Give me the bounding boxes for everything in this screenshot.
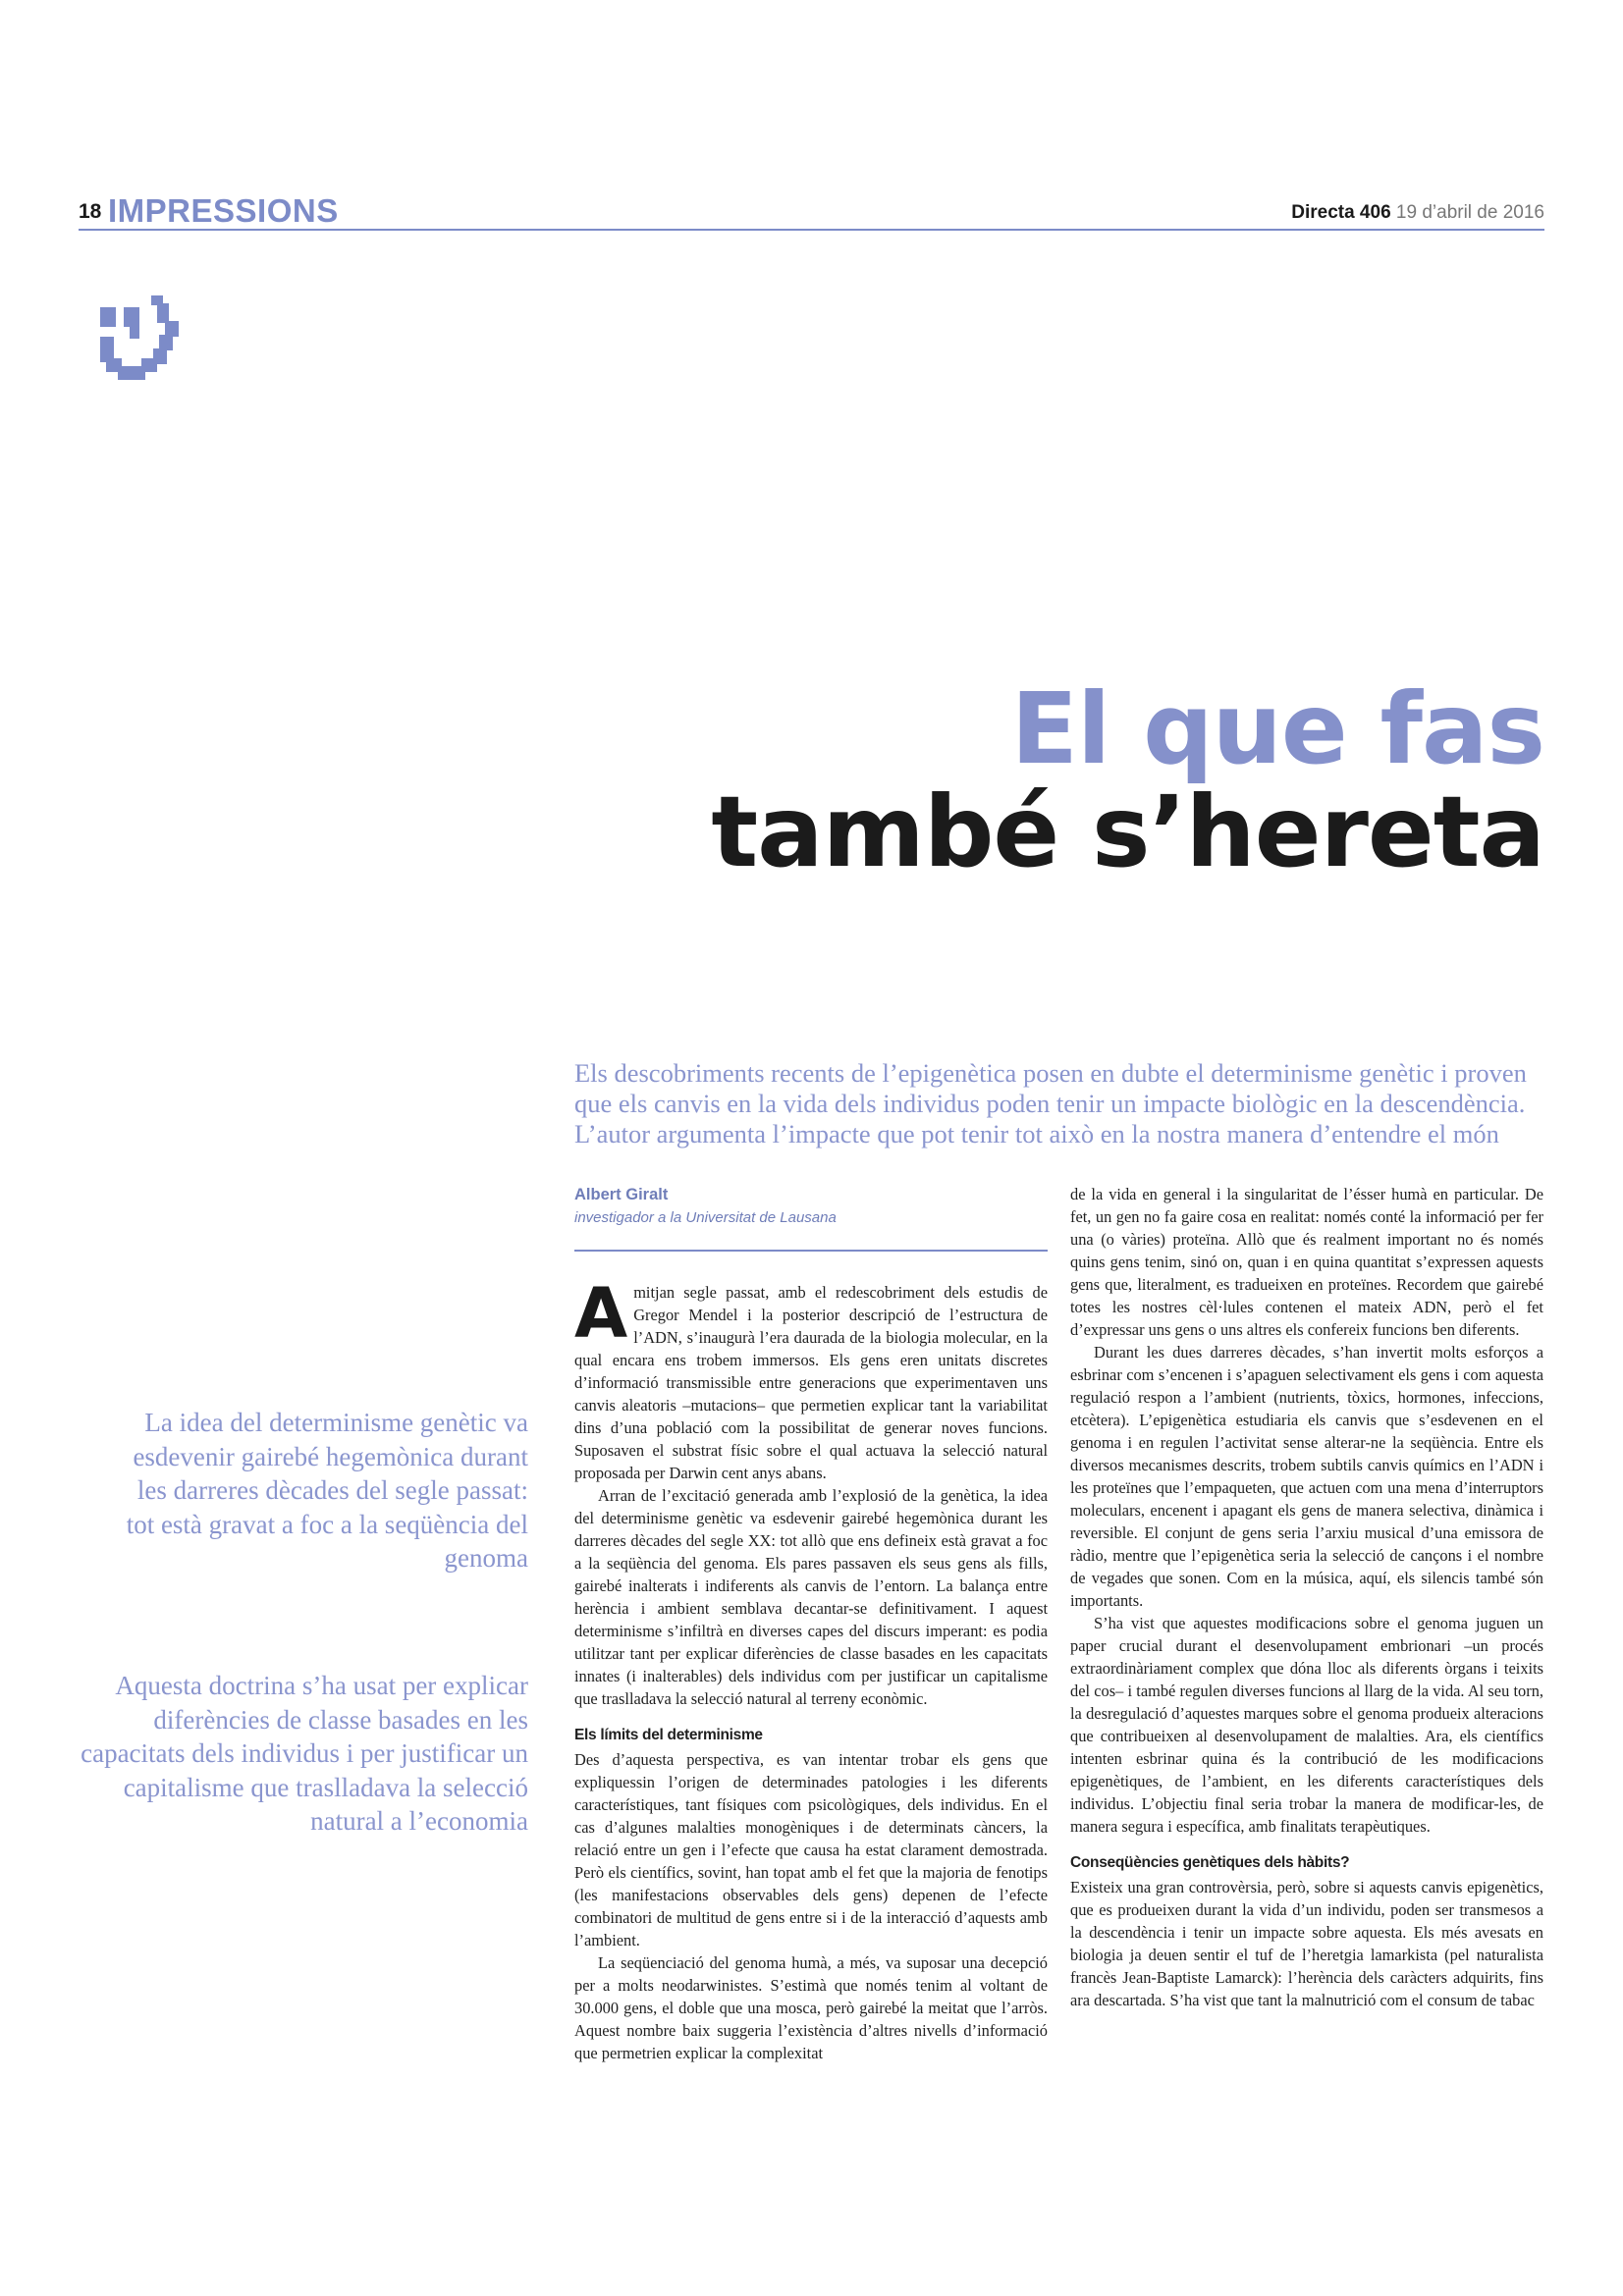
byline (574, 1186, 1046, 1226)
standfirst: Els descobriments recents de l’epigenètica posen en dubte el determinisme genètic i proven que els canvis en la vida dels individus poden tenir un impacte biològic en la descendència. L’autor argumenta l’impacte que pot tenir tot això en la nostra manera d’entendre el món (574, 1058, 1527, 1148)
body-paragraph: Existeix una gran controvèrsia, però, sobre si aquests canvis epigenètics, que es produeixen durant la vida d’un individu, poden ser transmesos a la descendència i tenir un impacte sobre aquesta. Els més avesats en biologia ja deuen sentir el tuf de l’heretgia lamarkista (pel naturalista francès Jean-Baptiste Lamarck): l’herència dels caràcters adquirits, fins ara descartada. S’ha vist que tant la malnutrició com el consum de tabac (1070, 1878, 1543, 2009)
pull-quote-2: Aquesta doctrina s’ha usat per explicar diferències de classe basades en les capacitats dels individus i per justificar un capitalisme que traslladava la selecció natural a l’economia (81, 1671, 528, 1836)
body-paragraph (574, 1273, 1048, 1484)
subheading: Conseqüències genètiques dels hàbits? (1070, 1854, 1350, 1871)
author-role: investigador a la Universitat de Lausana (574, 1209, 837, 1226)
drop-cap: A (574, 1273, 628, 1354)
body-paragraph: S’ha vist que aquestes modificacions sobre el genoma juguen un paper crucial durant el desenvolupament embrionari –un procés extraordinàriament complex que dóna lloc als diferents òrgans i teixits del cos– i també regulen diverses funcions al llarg de la vida. Al seu torn, la desregulació d’aquestes marques sobre el genoma produeix alteracions que contribueixen al desenvolupament de malalties. Ara, els científics intenten esbrinar quina és la contribució de les modificacions epigenètiques, de l’ambient, en les diferents característiques dels individus. L’objectiu final seria trobar la manera de modificar-les, de manera segura i específica, amb finalitats terapèutiques. (1070, 1614, 1543, 1836)
body-paragraph: Durant les dues darreres dècades, s’han invertit molts esforços a esbrinar com s’encenen i s’apaguen selectivament els gens i com aquesta regulació respon a l’ambient (nutrients, tòxics, hormones, infeccions, etcètera). L’epigenètica estudiaria els canvis que s’esdevenen en el genoma i en regulen l’activitat sense alterar-ne la seqüència. Entre els diversos mecanismes descrits, trobem subtils canvis químics en l’ADN i les proteïnes que l’empaqueten, que actuen com una mena d’interruptors moleculars, encenent i apagant els gens de manera selectiva, dinàmica i reversible. El conjunt de gens seria l’arxiu musical d’una emissora de ràdio, mentre que l’epigenètica seria la selecció de cançons i el nombre de vegades que sonen. Com en la música, aquí, els silencis també són importants. (1070, 1343, 1543, 1610)
pull-quote-1: La idea del determinisme genètic va esdevenir gairebé hegemònica durant les darreres dècades del segle passat: tot està gravat a foc a la seqüència del genoma (126, 1408, 528, 1573)
body-paragraph: Arran de l’excitació generada amb l’explosió de la genètica, la idea del determinisme genètic va esdevenir gairebé hegemònica durant les darreres dècades del segle XX: tot allò que ens defineix està gravat a foc a la seqüència del genoma. Els pares passaven els seus gens als fills, gairebé inalterats i indiferents als canvis de l’entorn. La balança entre herència i ambient semblava decantar-se definitivament. I aquest determinisme s’infiltrà en diverses capes del discurs imperant: es podia utilitzar tant per explicar diferències de classe basades en les capacitats innates (i inalterables) dels individus com per justificar un capitalisme que traslladava la selecció natural al terreny econòmic. (574, 1486, 1048, 1708)
author-name: Albert Giralt (574, 1186, 669, 1203)
issue-info (1291, 202, 1544, 224)
issue-date: 19 d’abril de 2016 (1395, 202, 1544, 223)
article-headline (711, 671, 1544, 889)
body-column-2 (1070, 1183, 1543, 2011)
header-rule (79, 229, 1544, 231)
headline-line-1: El que fas (1010, 671, 1544, 786)
publication-name: Directa 406 (1291, 202, 1391, 223)
body-paragraph: La seqüenciació del genoma humà, a més, va suposar una decepció per a molts neodarwinistes. S’estimà que només tenim al voltant de 30.000 gens, el doble que una mosca, però gairebé la meitat que l’arròs. Aquest nombre baix suggeria l’existència d’altres nivells d’informació que permetrien explicar la complexitat (574, 1953, 1048, 2062)
page-number: 18 (79, 200, 102, 223)
body-paragraph: Des d’aquesta perspectiva, es van intentar trobar els gens que expliquessin l’origen de determinades patologies i les diferents característiques, tant físiques com psicològiques, dels individus. En el cas d’algunes malalties monogèniques i de determinats càncers, la relació entre un gen i l’efecte que causa ha estat clarament demostrada. Però els científics, sovint, han topat amb el fet que la majoria de fenotips (les manifestacions observables dels gens) depenen de l’efecte combinatori de multitud de gens entre si i de la interacció d’aquests amb l’ambient. (574, 1750, 1048, 1949)
byline-rule (574, 1250, 1048, 1252)
speech-face-logo-icon (94, 290, 189, 396)
headline-line-2: també s’hereta (711, 774, 1544, 889)
paragraph-text: mitjan segle passat, amb el redescobriment dels estudis de Gregor Mendel i la posterior descripció de l’estructura de l’ADN, s’inaugurà l’era daurada de la biologia molecular, en la qual encara ens trobem immersos. Els gens eren unitats discretes d’informació transmissible entre generacions que experimentaven uns canvis aleatoris –mutacions– que permetien explicar tant la variabilitat dins d’una població com la possibilitat de generar noves funcions. Suposaven el substrat físic sobre el qual actuava la selecció natural proposada per Darwin cent anys abans. (574, 1283, 1048, 1482)
subheading: Els límits del determinisme (574, 1727, 763, 1743)
section-title: IMPRESSIONS (108, 192, 339, 229)
body-paragraph: de la vida en general i la singularitat de l’ésser humà en particular. De fet, un gen no fa gaire cosa en realitat: només conté la informació per fer una (o vàries) proteïna. Allò que és realment important no és només quins gens tenim, sinó on, quan i en quina quantitat s’expressen aquests gens que, literalment, es tradueixen en proteïnes. Recordem que gairebé totes les nostres cèl·lules contenen el mateix ADN, però el fet d’expressar uns gens o uns altres els confereix funcions ben diferents. (1070, 1185, 1543, 1339)
body-column-1 (574, 1273, 1048, 2064)
